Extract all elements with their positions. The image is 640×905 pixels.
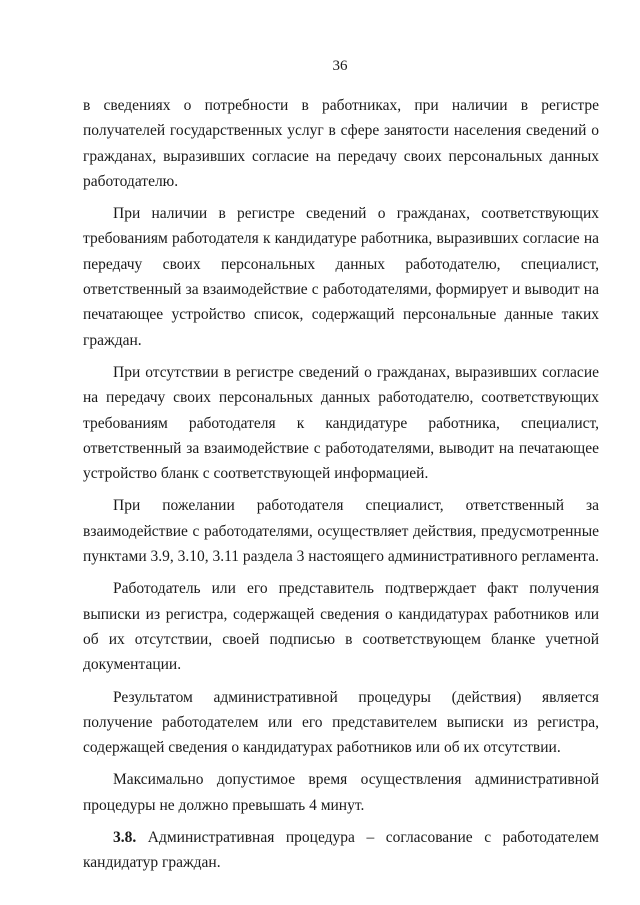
paragraph-3: При отсутствии в регистре сведений о гражданах, выразивших согласие на передачу своих персональных данных работодателю, соответствующих требованиям работодателя к кандидатуре работника, специалист, ответственный за взаимодействие с работодателями, выводит на печатающее устройство бланк с соответствующей информацией. xyxy=(83,363,599,483)
document-body xyxy=(83,93,599,883)
paragraph-4: При пожелании работодателя специалист, ответственный за взаимодействие с работодателями, осуществляет действия, предусмотренные пунктами 3.9, 3.10, 3.11 раздела 3 настоящего административного регламента. xyxy=(83,497,599,566)
section-number: 3.8. xyxy=(113,829,137,847)
page-number: 36 xyxy=(332,58,348,74)
paragraph-7: Максимально допустимое время осуществления административной процедуры не должно превышать 4 минут. xyxy=(83,771,599,814)
paragraph-2: При наличии в регистре сведений о гражданах, соответствующих требованиям работодателя к кандидатуре работника, выразивших согласие на передачу своих персональных данных работодателю, специалист, ответственный за взаимодействие с работодателями, формирует и выводит на печатающее устройство список, содержащий персональные данные таких граждан. xyxy=(83,205,599,349)
paragraph-1: в сведениях о потребности в работниках, при наличии в регистре получателей государственных услуг в сфере занятости населения сведений о гражданах, выразивших согласие на передачу своих персональных данных работодателю. xyxy=(83,97,599,190)
section-heading xyxy=(83,825,599,876)
section-title: Административная процедура – согласование с работодателем кандидатур граждан. xyxy=(83,829,599,872)
paragraph-5: Работодатель или его представитель подтверждает факт получения выписки из регистра, содержащей сведения о кандидатурах работников или об их отсутствии, своей подписью в соответствующем бланке учетной документации. xyxy=(83,580,599,674)
paragraph-6: Результатом административной процедуры (действия) является получение работодателем или его представителем выписки из регистра, содержащей сведения о кандидатурах работников или об их отсутствии. xyxy=(83,688,599,757)
